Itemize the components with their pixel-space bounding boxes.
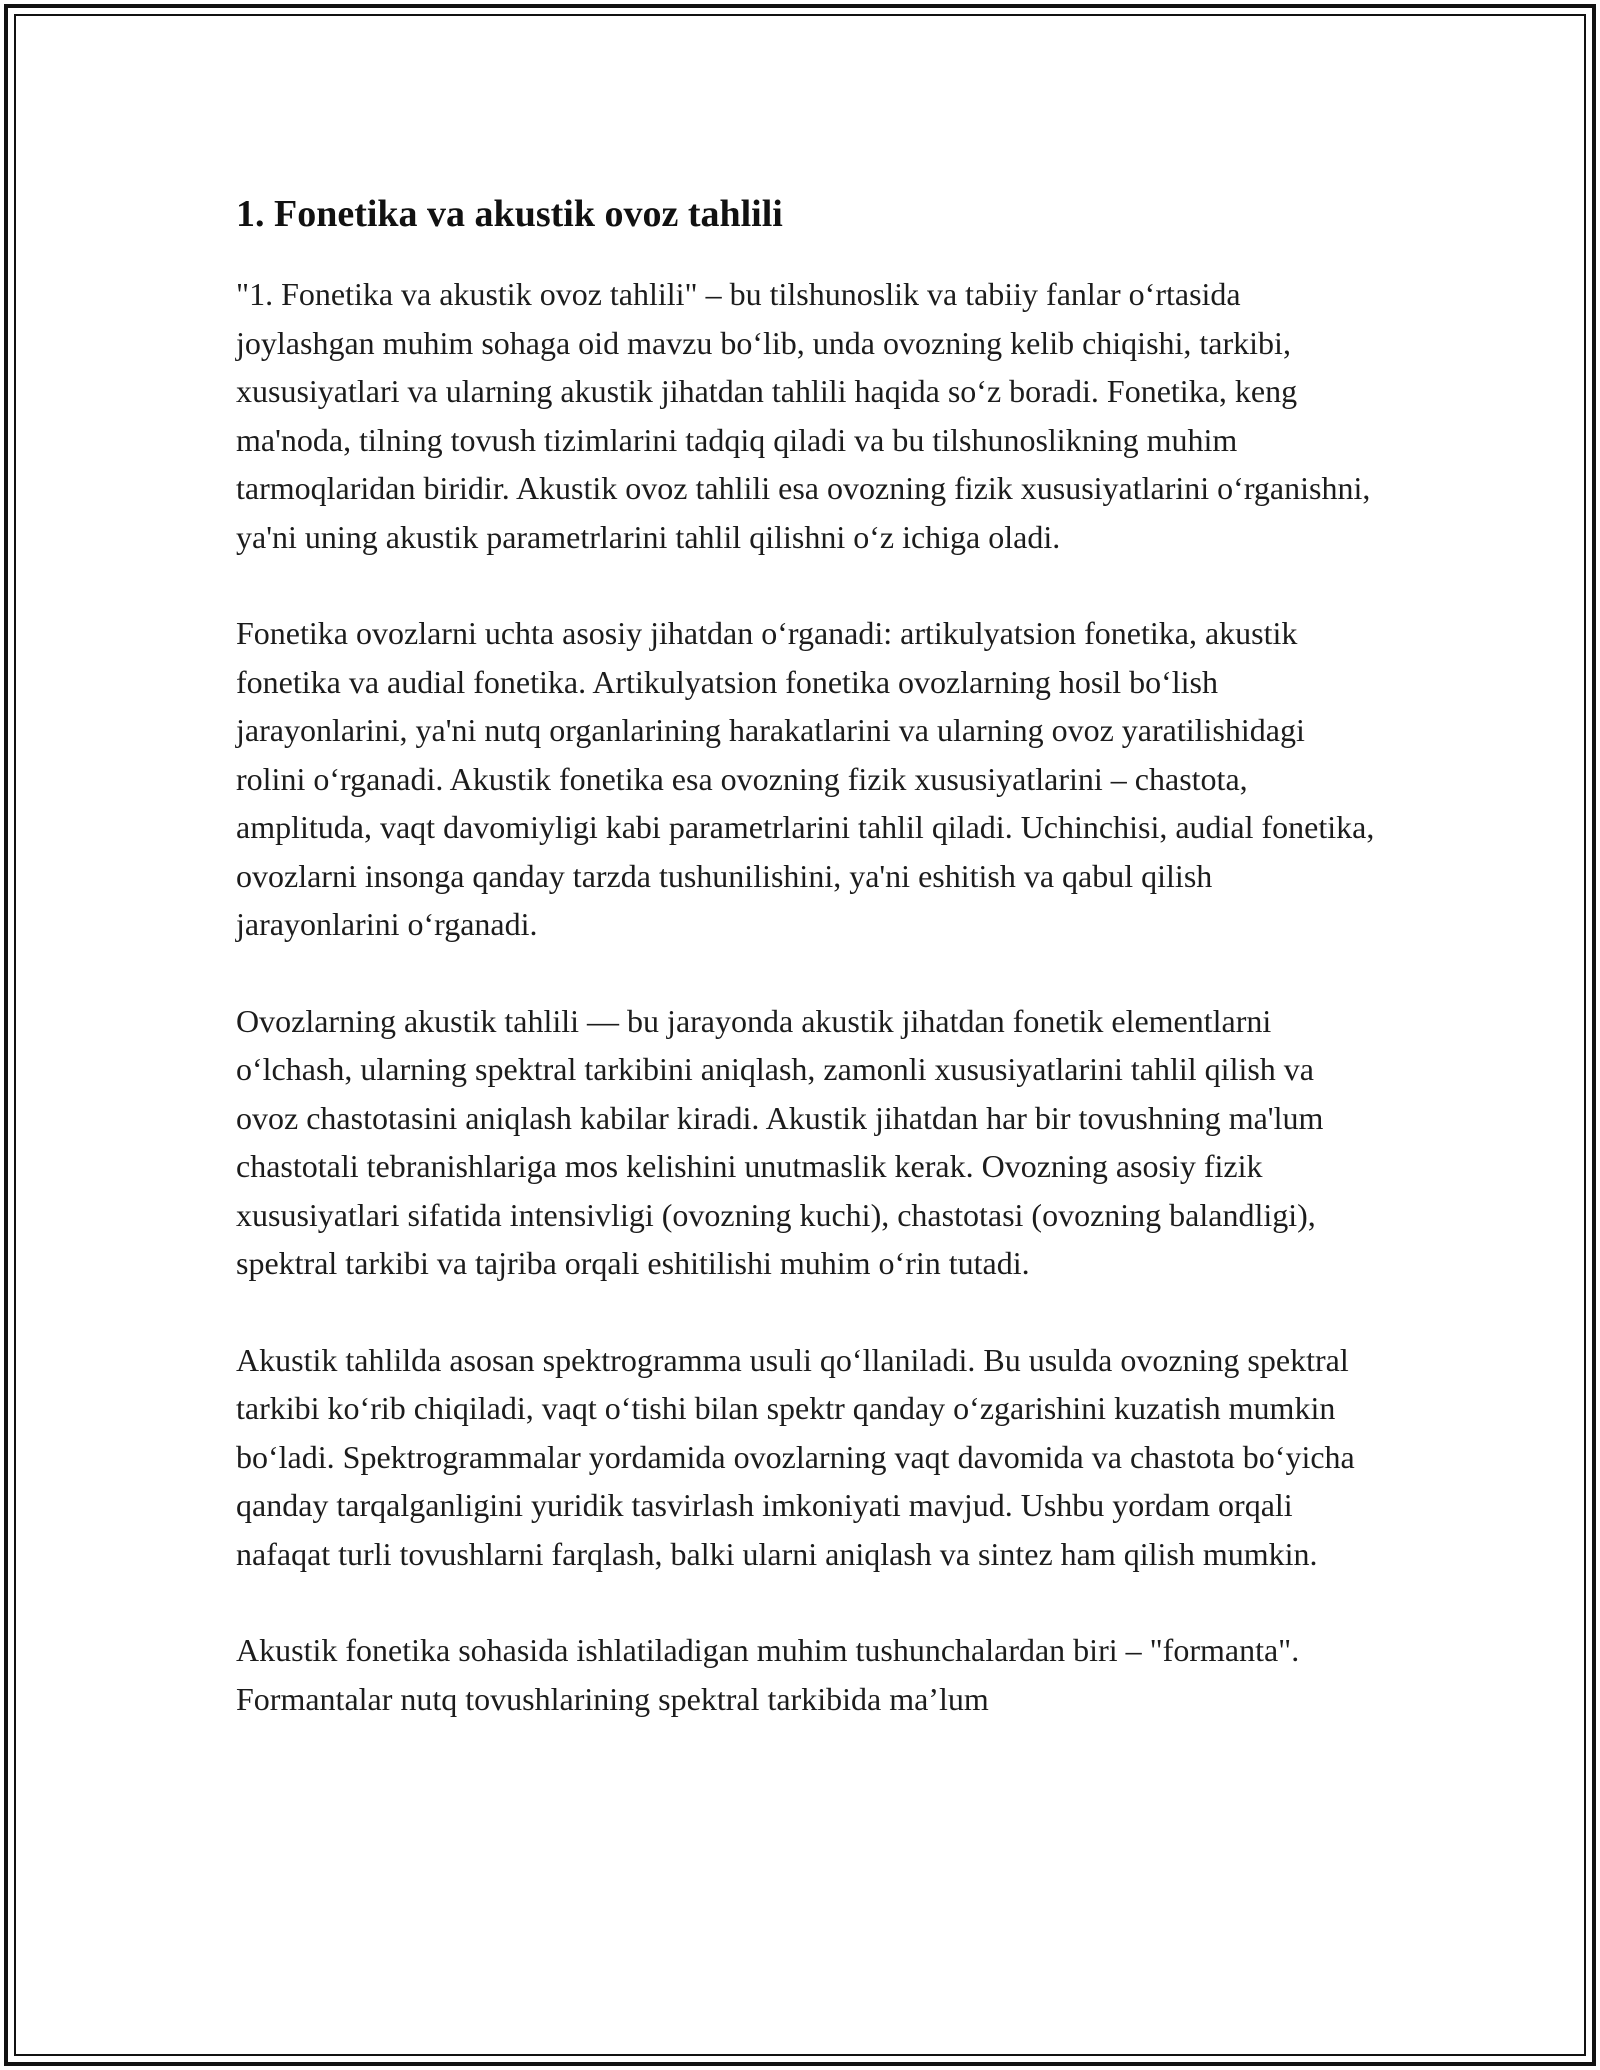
paragraph-4: Akustik tahlilda asosan spektrogramma usuli qo‘llaniladi. Bu usulda ovozning spektral tarkibi ko‘rib chiqiladi, vaqt o‘tishi bilan spektr qanday o‘zgarishini kuzatish mumkin bo‘ladi. Spektrogrammalar yordamida ovozlarning vaqt davomida va chastota bo‘yicha qanday tarqalganligini yuridik tasvirlash imkoniyati mavjud. Ushbu yordam orqali nafaqat turli tovushlarni farqlash, balki ularni aniqlash va sintez ham qilish mumkin. [236,1341,1355,1572]
document-body [236,186,1376,1771]
paragraph-2: Fonetika ovozlarni uchta asosiy jihatdan o‘rganadi: artikulyatsion fonetika, akustik fonetika va audial fonetika. Artikulyatsion fonetika ovozlarning hosil bo‘lish jarayonlarini, ya'ni nutq organlarining harakatlarini va ularning ovoz yaratilishidagi rolini o‘rganadi. Akustik fonetika esa ovozning fizik xususiyatlarini – chastota, amplituda, vaqt davomiyligi kabi parametrlarini tahlil qiladi. Uchinchisi, audial fonetika, ovozlarni insonga qanday tarzda tushunilishini, ya'ni eshitish va qabul qilish jarayonlarini o‘rganadi. [236,615,1375,942]
paragraph-5: Akustik fonetika sohasida ishlatiladigan muhim tushunchalardan biri – "formanta". Formantalar nutq tovushlarining spektral tarkibida ma’lum [236,1632,1300,1717]
paragraph-1: "1. Fonetika va akustik ovoz tahlili" – bu tilshunoslik va tabiiy fanlar o‘rtasida joylashgan muhim sohaga oid mavzu bo‘lib, unda ovozning kelib chiqishi, tarkibi, xususiyatlari va ularning akustik jihatdan tahlili haqida so‘z boradi. Fonetika, keng ma'noda, tilning tovush tizimlarini tadqiq qiladi va bu tilshunoslikning muhim tarmoqlaridan biridir. Akustik ovoz tahlili esa ovozning fizik xususiyatlarini o‘rganishni, ya'ni uning akustik parametrlarini tahlil qilishni o‘z ichiga oladi. [236,276,1371,555]
paragraph-3: Ovozlarning akustik tahlili — bu jarayonda akustik jihatdan fonetik elementlarni o‘lchash, ularning spektral tarkibini aniqlash, zamonli xususiyatlarini tahlil qilish va ovoz chastotasini aniqlash kabilar kiradi. Akustik jihatdan har bir tovushning ma'lum chastotali tebranishlariga mos kelishini unutmaslik kerak. Ovozning asosiy fizik xususiyatlari sifatida intensivligi (ovozning kuchi), chastotasi (ovozning balandligi), spektral tarkibi va tajriba orqali eshitilishi muhim o‘rin tutadi. [236,1002,1324,1281]
section-heading: 1. Fonetika va akustik ovoz tahlili [236,193,783,235]
